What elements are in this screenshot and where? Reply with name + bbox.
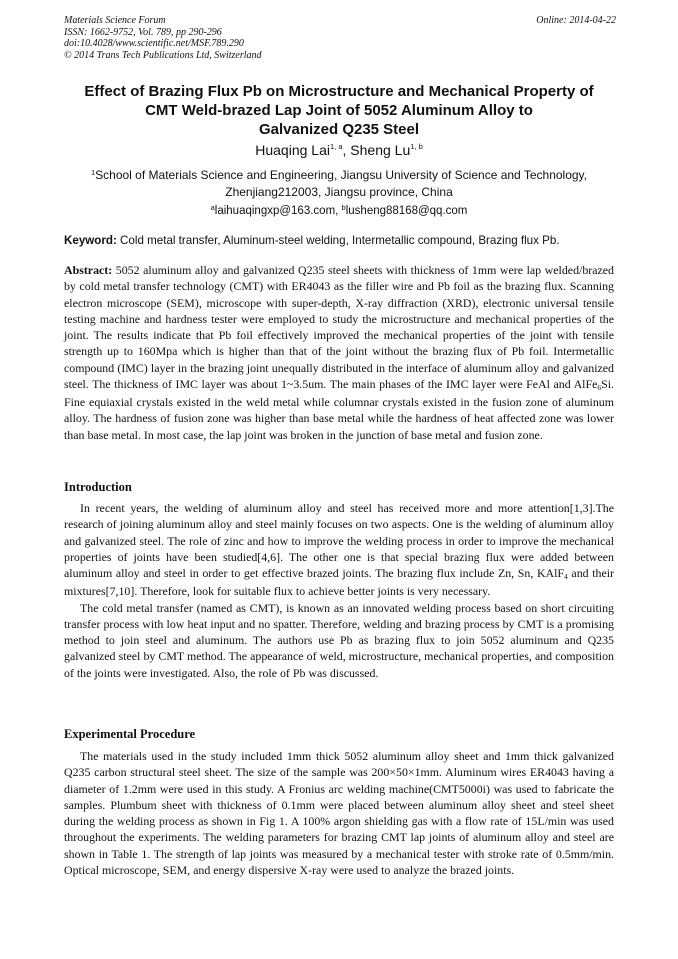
paragraph	[64, 500, 614, 600]
author-emails	[60, 203, 618, 219]
journal-copyright: © 2014 Trans Tech Publications Ltd, Switzerland	[64, 49, 262, 61]
email-link[interactable]: lusheng88168@qq.com	[345, 205, 468, 217]
author-name: Huaqing Lai	[255, 142, 330, 158]
author-list	[40, 141, 638, 159]
title-line: Galvanized Q235 Steel	[258, 121, 420, 138]
paper-title	[50, 82, 628, 139]
author-separator: ,	[342, 142, 351, 158]
journal-header	[64, 15, 616, 61]
journal-name: Materials Science Forum	[64, 15, 166, 26]
introduction-section	[64, 500, 614, 681]
affiliation-sup: 1	[90, 168, 96, 177]
online-date: Online: 2014-04-22	[536, 15, 616, 26]
author-name: Sheng Lu	[350, 142, 411, 158]
author-affil-sup: 1, a	[329, 142, 343, 151]
keywords	[64, 233, 624, 249]
paragraph-text: In recent years, the welding of aluminum alloy and steel has received more and more attention[1,3].The research of joining aluminum alloy and steel mainly focuses on two aspects. One is the welding of aluminum alloy and galvanized steel. The role of zinc and how to improve the welding process in order to improve the mechanical properties of joints have been studied[4,6]. The other one is that special brazing flux were added between aluminum alloy and steel in order to get effective brazed joints. The brazing flux include Zn, Sn, KAlF	[64, 501, 614, 580]
author-affil-sup: 1, b	[410, 142, 423, 151]
abstract	[64, 262, 614, 443]
paragraph-text: and their mixtures[7,10]. Therefore, look for suitable flux to achieve better joints is very necessary.	[64, 566, 615, 599]
keywords-label: Keyword:	[64, 234, 117, 247]
abstract-text: Si. Fine equiaxial crystals existed in the weld metal while columnar crystals existed in the fusion zone of aluminum alloy. The hardness of fusion zone was higher than base metal while the hardness of heat affected zone was lower than base metal. In most case, the lap joint was broken in the junction of base metal and fusion zone.	[64, 376, 614, 442]
paragraph: The cold metal transfer (named as CMT), is known as an innovated welding process based on short circuiting transfer process with low heat input and no spatter. Therefore, welding and brazing process by CMT is a promising method to join steel and aluminum. The authors use Pb as brazing flux to join 5052 aluminum and Q235 galvanized steel by CMT method. The appearance of weld, microstructure, mechanical properties, and composition of the joints were investigated. Also, the role of Pb was discussed.	[64, 600, 614, 680]
journal-doi[interactable]: doi:10.4028/www.scientific.net/MSF.789.290	[64, 38, 244, 49]
experimental-heading: Experimental Procedure	[64, 727, 196, 741]
keywords-text: Cold metal transfer, Aluminum-steel welding, Intermetallic compound, Brazing flux Pb.	[116, 234, 560, 247]
experimental-section	[64, 748, 614, 878]
paragraph-subscript: 4	[564, 572, 568, 581]
abstract-label: Abstract:	[64, 263, 113, 277]
abstract-text: 5052 aluminum alloy and galvanized Q235 steel sheets with thickness of 1mm were lap welded/brazed by cold metal transfer technology (CMT) with ER4043 as the filler wire and Pb foil as the brazing flux. Scanning electron microscope (SEM), microscope with super-depth, X-ray diffraction (XRD), electronic universal tensile testing machine and hardness tester were employed to study the microstructure and mechanical properties of the joint. The results indicate that Pb foil effectively improved the mechanical properties of the joint with tensile strength up to 160Mpa which is higher than that of the joint without the brazing flux of Pb foil. Intermetallic compound (IMC) layer in the brazing joint unequally distributed in the interface of aluminum alloy and galvanized steel. The thickness of IMC layer was about 1~3.5um. The main phases of the IMC layer were FeAl and AlFe	[64, 263, 614, 391]
affiliation	[60, 167, 618, 201]
journal-issn: ISSN: 1662-9752, Vol. 789, pp 290-296	[64, 26, 222, 38]
email-link[interactable]: laihuaqingxp@163.com,	[214, 205, 342, 217]
email-sup: b	[341, 203, 346, 212]
paragraph: The materials used in the study included 1mm thick 5052 aluminum alloy sheet and 1mm thick galvanized Q235 carbon structural steel sheet. The size of the sample was 200×50×1mm. Aluminum wires ER4043 having a diameter of 1.2mm were used in this study. A Fronius arc welding machine(CMT5000i) was used to fabricate the samples. Plumbum sheet with thickness of 0.1mm were placed between aluminum alloy sheet and steel sheet during the welding process as shown in Fig 1. A 100% argon shielding gas with a flow rate of 15L/min was used throughout the experiments. The welding parameters for brazing CMT lap joints of aluminum alloy and steel are shown in Table 1. The strength of lap joints was measured by a mechanical tester with stroke rate of 0.5mm/min. Optical microscope, SEM, and energy dispersive X-ray were used to analyze the brazed joints.	[64, 749, 614, 877]
affiliation-line: Zhenjiang212003, Jiangsu province, China	[225, 185, 453, 199]
abstract-subscript: 6	[597, 382, 602, 392]
introduction-heading: Introduction	[64, 480, 132, 494]
title-line: Effect of Brazing Flux Pb on Microstructure and Mechanical Property of	[84, 83, 594, 100]
email-sup: a	[210, 203, 215, 212]
title-line: CMT Weld-brazed Lap Joint of 5052 Aluminum Alloy to	[145, 102, 533, 119]
affiliation-line: School of Materials Science and Engineering, Jiangsu University of Science and Technology,	[95, 168, 587, 182]
